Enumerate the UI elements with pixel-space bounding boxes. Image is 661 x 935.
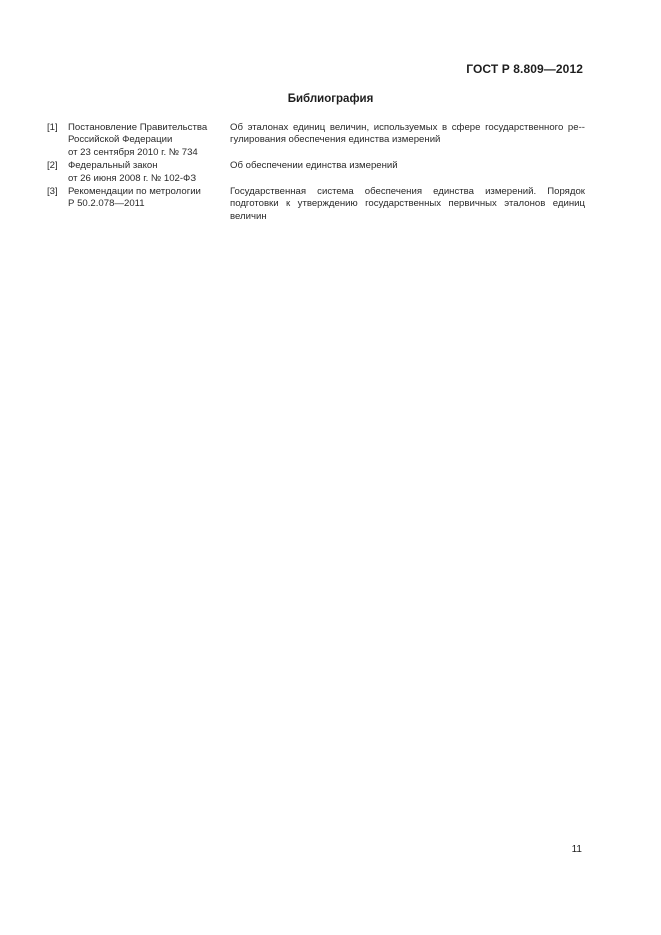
entry-description: Об эталонах единиц величин, используемых в сфере государственного ре-гулирования обеспечения единства измерений xyxy=(230,122,585,146)
entry-source-line: Р 50.2.078—2011 xyxy=(68,198,145,210)
bibliography-entry xyxy=(47,186,585,223)
entry-source-line: Постановление Правительства xyxy=(68,122,208,133)
entry-source xyxy=(68,160,230,185)
bibliography-entry xyxy=(47,160,585,185)
entry-number: [1] xyxy=(47,122,58,133)
entry-description: Об обеспечении единства измерений xyxy=(230,160,398,172)
entry-source-line: Федеральный закон xyxy=(68,160,158,172)
entry-source-line: Российской Федерации xyxy=(68,134,173,146)
page-number: 11 xyxy=(571,844,582,855)
bibliography-list xyxy=(47,122,585,224)
entry-source-line: Рекомендации по метрологии xyxy=(68,186,201,198)
document-code: ГОСТ Р 8.809—2012 xyxy=(466,62,583,76)
bibliography-title: Библиография xyxy=(287,93,374,105)
entry-source-line: от 26 июня 2008 г. № 102-ФЗ xyxy=(68,172,197,184)
entry-source-line: от 23 сентября 2010 г. № 734 xyxy=(68,146,198,158)
entry-number: [2] xyxy=(47,160,58,172)
entry-description: Государственная система обеспечения единства измерений. Порядок подготовки к утверждению государственных первичных эталонов единиц величин xyxy=(230,186,585,222)
entry-number: [3] xyxy=(47,186,58,198)
bibliography-entry xyxy=(47,122,585,159)
entry-source xyxy=(68,186,230,223)
entry-source xyxy=(68,122,230,159)
